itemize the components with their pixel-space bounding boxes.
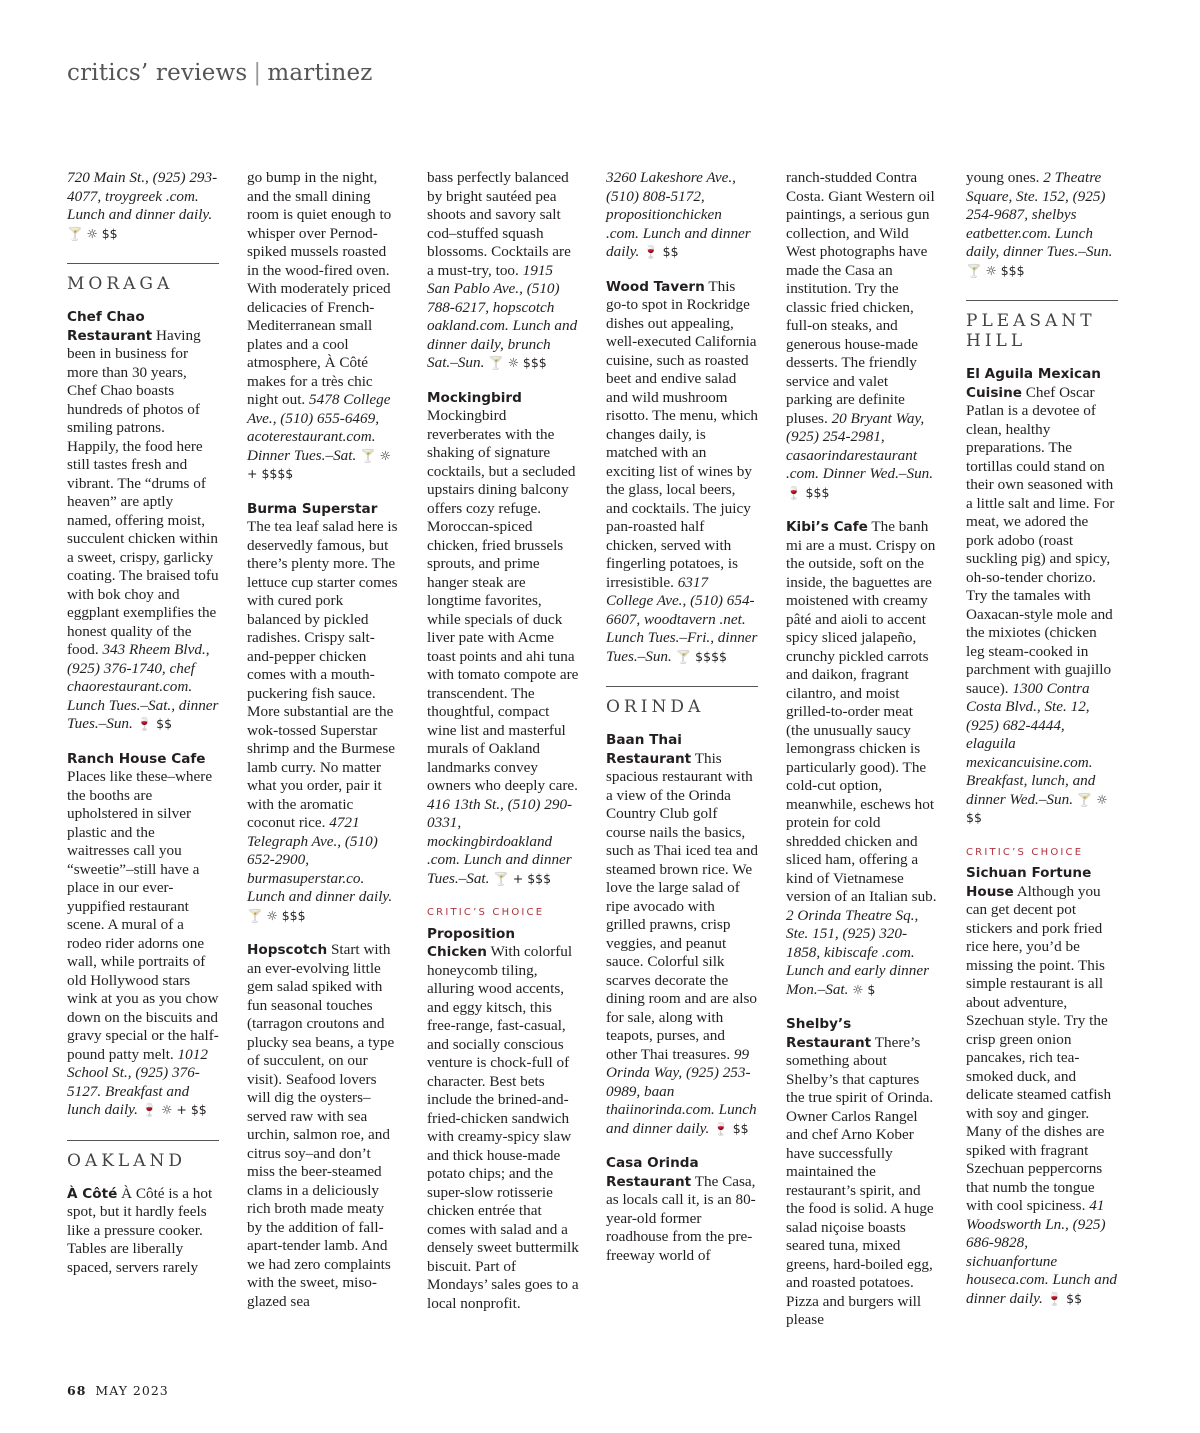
restaurant-address: 343 Rheem Blvd., (925) 376-1740, chef chaorestaurant.com. Lunch Tues.–Sat., dinner Tues.–Sun. (67, 641, 219, 732)
review-body: Chef Oscar Patlan is a devotee of clean, healthy preparations. The tortillas could stand on their own seasoned with a little salt and lime. For meat, we adored the pork adobo (roast suckling pig) and spicy, oh-so-tender chorizo. Try the tamales with Oaxacan-style mole and the mixiotes (chicken leg steam-cooked in parchment with guajillo sauce). (966, 383, 1115, 697)
review-body: There’s something about Shelby’s that captures the true spirit of Orinda. Owner Carlos Rangel and chef Arno Kober have successfully maintained the restaurant’s spirit, and the food is solid. A huge salad niçoise boasts seared tuna, mixed greens, hard-boiled egg, and roasted potatoes. Pizza and burgers will please (786, 1033, 934, 1328)
restaurant-name: Ranch House Cafe (67, 750, 206, 767)
restaurant-name: Shelby’s Restaurant (786, 1016, 872, 1051)
region-heading (67, 263, 219, 294)
review-body: Places like these–where the booths are upholstered in silver plastic and the waitresses call you “sweetie”–still have a place in our ever-yuppified restaurant scene. A mural of a rodeo rider adorns one wall, while portraits of old Hollywood stars wink at you as you chow down on the biscuits and gravy special or the half-pound patty melt. (67, 768, 219, 1063)
restaurant-review (427, 389, 579, 889)
price-and-drink-icons: 🍸 + $$$ (493, 870, 552, 886)
restaurant-address: 416 13th St., (510) 290-0331, mockingbirdoakland .com. Lunch and dinner Tues.–Sat. (427, 795, 573, 887)
header-divider: | (253, 60, 262, 86)
restaurant-name: À Côté (67, 1185, 118, 1202)
city-name: martinez (267, 60, 373, 86)
review-body: go bump in the night, and the small dining room is quiet enough to whisper over Pernod-spiked mussels roasted in the wood-fired oven. With moderately priced delicacies of French-Mediterranean small plates and a cool atmosphere, À Côté makes for a très chic night out. (247, 169, 392, 408)
review-body: The banh mi are a must. Crispy on the outside, soft on the inside, the baguettes are moistened with creamy pâté and aioli to accent spicy sliced jalapeño, crunchy pickled carrots and daikon, fragrant cilantro, and moist grilled-to-order meat (the unusually saucy lemongrass chicken is particularly good). The cold-cut option, meanwhile, eschews hot protein for cold shredded chicken and sliced ham, offering a kind of Vietnamese version of an Italian sub. (786, 518, 937, 905)
restaurant-review (67, 750, 219, 1120)
price-and-drink-icons: 🍸 ☼ $$$ (966, 262, 1025, 278)
review-body: À Côté is a hot spot, but it hardly feels like a pressure cooker. Tables are liberally spaced, servers rarely (67, 1184, 213, 1276)
review-body: Start with an ever-evolving little gem salad spiked with fun seasonal touches (tarragon croutons and plucky sea beans, a type of succulent, on our visit). Seafood lovers will dig the oysters–served raw with sea urchin, salmon roe, and citrus soy–and don’t miss the beer-steamed clams in a deliciously rich broth made meaty by the addition of fall-apart-tender lamb. And we had zero complaints with the sweet, miso-glazed sea (247, 941, 395, 1310)
review-text (786, 518, 938, 999)
restaurant-review (786, 518, 938, 999)
review-text (247, 169, 399, 484)
restaurant-name: Wood Tavern (606, 278, 705, 295)
restaurant-address: 6317 College Ave., (510) 654-6607, woodtavern .net. Lunch Tues.–Fri., dinner Tues.–Sun. (606, 573, 758, 665)
restaurant-review (67, 308, 219, 734)
region-heading (966, 300, 1118, 351)
price-and-drink-icons: 🍷 $$$ (786, 484, 830, 500)
review-text (67, 750, 219, 1120)
restaurant-address: 1300 Contra Costa Blvd., Ste. 12, (925) 682-4444, elaguila mexicancuisine.com. Breakfast, lunch, and dinner Wed.–Sun. (966, 679, 1096, 808)
restaurant-name: Chef Chao Restaurant (67, 309, 153, 344)
region-heading (606, 686, 758, 717)
price-and-drink-icons: ☼ $ (852, 981, 876, 997)
review-text (67, 1185, 219, 1278)
review-text (966, 864, 1118, 1308)
restaurant-name: Burma Superstar (247, 500, 378, 517)
restaurant-review (786, 1015, 938, 1330)
restaurant-review (606, 278, 758, 667)
column-1 (67, 169, 219, 1293)
review-body: With colorful honeycomb tiling, alluring wood accents, and eggy kitsch, this free-range, fast-casual, and socially conscious venture is chock-full of character. Best bets include the brined-and-fried-chicken sandwich with creamy-spicy slaw and thick house-made potato chips; and the super-slow rotisserie chicken entrée that comes with salad and a densely sweet buttermilk biscuit. Part of Mondays’ sales goes to a local nonprofit. (427, 943, 579, 1312)
column-5 (786, 169, 938, 1346)
restaurant-name: El Aguila Mexican Cuisine (966, 366, 1101, 401)
restaurant-name: Sichuan Fortune House (966, 865, 1092, 900)
review-body: Having been in business for more than 30 years, Chef Chao boasts hundreds of photos of smiling patrons. Happily, the food here still tastes fresh and vibrant. The “drums of heaven” are aptly named, offering moist, succulent chicken within a sweet, crispy, garlicky coating. The braised tofu with bok choy and eggplant exemplifies the honest quality of the food. (67, 326, 219, 658)
restaurant-review (786, 169, 938, 502)
review-body: Although you can get decent pot stickers and pork fried rice here, you’d be missing the point. This simple restaurant is all about adventure, Szechuan style. Try the crisp green onion pancakes, rich tea-smoked duck, and delicate steamed catfish with soy and ginger. Many of the dishes are spiked with fragrant Szechuan peppercorns that numb the tongue with cool spiciness. (966, 882, 1112, 1214)
price-and-drink-icons: 🍷 ☼ + $$ (141, 1102, 207, 1117)
restaurant-name: Proposition Chicken (427, 925, 516, 960)
page-footer (67, 1383, 169, 1398)
review-text (606, 1154, 758, 1265)
review-body: ranch-studded Contra Costa. Giant Western oil paintings, a serious gun collection, and Wild West photographs have made the Casa an institution. Try the classic fried chicken, full-on steaks, and generous house-made desserts. The friendly service and valet parking are definite pluses. (786, 169, 935, 427)
restaurant-address: 1915 San Pablo Ave., (510) 788-6217, hopscotch oakland.com. Lunch and dinner daily, brunch Sat.–Sun. (427, 261, 578, 371)
price-and-drink-icons: 🍸 ☼ $$$ (488, 355, 547, 370)
price-and-drink-icons: 🍸 ☼ + $$$$ (247, 447, 391, 481)
review-body: young ones. (966, 169, 1040, 186)
price-and-drink-icons: 🍸 ☼ $$$ (247, 907, 306, 923)
region-title: ORINDA (606, 697, 705, 717)
restaurant-review (606, 1154, 758, 1265)
restaurant-address: 99 Orinda Way, (925) 253-0989, baan thaiinorinda.com. Lunch and dinner daily. (606, 1045, 757, 1137)
price-and-drink-icons: 🍸 ☼ $$ (67, 225, 118, 241)
restaurant-review (247, 500, 399, 926)
price-and-drink-icons: 🍷 $$ (713, 1120, 749, 1136)
review-body: This spacious restaurant with a view of the Orinda Country Club golf course nails the basics, such as Thai iced tea and steamed brown rice. We love the large salad of ripe avocado with grilled prawns, crisp veggies, and peanut sauce. Colorful silk scarves decorate the dining room and are also for sale, along with teapots, purses, and other Thai treasures. (606, 749, 758, 1063)
issue-date: MAY 2023 (95, 1383, 169, 1398)
section-name: critics’ reviews (67, 60, 248, 86)
restaurant-address: 2 Theatre Square, Ste. 152, (925) 254-9687, shelbys eatbetter.com. Lunch daily, dinner Tues.–Sun. (966, 169, 1113, 260)
critics-choice-label: CRITIC’S CHOICE (966, 846, 1084, 858)
review-text (966, 365, 1118, 828)
review-text (786, 1015, 938, 1330)
restaurant-review (966, 365, 1118, 828)
restaurant-name: Baan Thai Restaurant (606, 732, 692, 767)
restaurant-review (427, 904, 579, 1313)
review-body: This go-to spot in Rockridge dishes out appealing, well-executed California cuisine, such as roasted beet and endive salad and wild mushroom risotto. The menu, which changes daily, is matched with an exciting list of wines by the glass, local beers, and cocktails. The juicy pan-roasted half chicken, served with fingerling potatoes, is irresistible. (606, 277, 758, 591)
region-heading (67, 1140, 219, 1171)
restaurant-review (606, 731, 758, 1138)
column-4 (606, 169, 758, 1281)
restaurant-review (606, 169, 758, 262)
price-and-drink-icons: 🍷 $$ (643, 244, 679, 259)
review-text (606, 278, 758, 667)
review-text (427, 925, 579, 1314)
review-body: bass perfectly balanced by bright sautéed pea shoots and savory salt cod–stuffed squash blossoms. Cocktails are a must-try, too. (427, 169, 571, 279)
region-title: PLEASANT HILL (966, 311, 1096, 351)
review-text (67, 169, 219, 243)
review-text (966, 169, 1118, 280)
restaurant-review (427, 169, 579, 373)
price-and-drink-icons: 🍷 $$ (136, 716, 173, 731)
restaurant-review (247, 169, 399, 484)
restaurant-address: 5478 College Ave., (510) 655-6469, acoterestaurant.com. Dinner Tues.–Sat. (247, 391, 391, 464)
page-number: 68 (67, 1383, 87, 1398)
restaurant-name: Mockingbird (427, 389, 522, 406)
restaurant-address: 4721 Telegraph Ave., (510) 652-2900, burmasuperstar.co. Lunch and dinner daily. (247, 814, 393, 905)
column-6 (966, 169, 1118, 1324)
critics-choice-label: CRITIC’S CHOICE (427, 907, 545, 918)
page-header (67, 60, 373, 86)
review-text (247, 941, 399, 1311)
column-3 (427, 169, 579, 1329)
review-text (786, 169, 938, 502)
restaurant-review (966, 169, 1118, 280)
restaurant-name: Hopscotch (247, 942, 328, 958)
price-and-drink-icons: 🍷 $$ (1046, 1290, 1083, 1306)
region-title: MORAGA (67, 274, 174, 294)
restaurant-address: 1012 School St., (925) 376-5127. Breakfast and lunch daily. (67, 1045, 208, 1118)
review-text (247, 500, 399, 926)
restaurant-name: Kibi’s Cafe (786, 519, 868, 535)
review-body: The tea leaf salad here is deservedly famous, but there’s plenty more. The lettuce cup starter comes with cured pork balanced by pickled radishes. Crispy salt-and-pepper chicken comes with a mouth-puckering fish sauce. More substantial are the wok-tossed Superstar shrimp and the Burmese lamb curry. No matter what you order, pair it with the aromatic coconut rice. (247, 518, 398, 831)
restaurant-name: Casa Orinda Restaurant (606, 1155, 699, 1190)
restaurant-address: 3260 Lakeshore Ave., (510) 808-5172, propositionchicken .com. Lunch and dinner daily. (606, 169, 751, 260)
review-body: The Casa, as locals call it, is an 80-year-old former roadhouse from the pre-freeway world of (606, 1172, 756, 1264)
restaurant-review (67, 169, 219, 243)
region-title: OAKLAND (67, 1150, 186, 1171)
price-and-drink-icons: 🍸 $$$$ (675, 648, 727, 664)
restaurant-review (966, 844, 1118, 1309)
price-and-drink-icons: 🍸 ☼ $$ (966, 791, 1108, 825)
review-body: Mockingbird reverberates with the shaking of signature cocktails, but a secluded upstairs dining balcony offers cozy refuge. Moroccan-spiced chicken, fried brussels sprouts, and prime hanger steak are longtime favorites, while specials of duck liver pate with Acme toast points and ahi tuna with tomato compote are transcendent. The thoughtful, compact wine list and masterful murals of Oakland landmarks convey owners who deeply care. (427, 407, 579, 794)
restaurant-address: 2 Orinda Theatre Sq., Ste. 151, (925) 320-1858, kibiscafe .com. Lunch and early dinner Mon.–Sat. (786, 906, 929, 998)
column-2 (247, 169, 399, 1327)
restaurant-review (67, 1185, 219, 1278)
review-text (606, 731, 758, 1138)
restaurant-address: 41 Woodsworth Ln., (925) 686-9828, sichuanfortune houseca.com. Lunch and dinner daily. (966, 1197, 1118, 1307)
review-text (67, 308, 219, 734)
restaurant-address: 720 Main St., (925) 293-4077, troygreek .com. Lunch and dinner daily. (67, 169, 218, 223)
restaurant-address: 20 Bryant Way, (925) 254-2981, casaorindarestaurant .com. Dinner Wed.–Sun. (786, 409, 934, 482)
review-text (427, 169, 579, 373)
review-text (427, 389, 579, 889)
review-text (606, 169, 758, 262)
restaurant-review (247, 941, 399, 1311)
